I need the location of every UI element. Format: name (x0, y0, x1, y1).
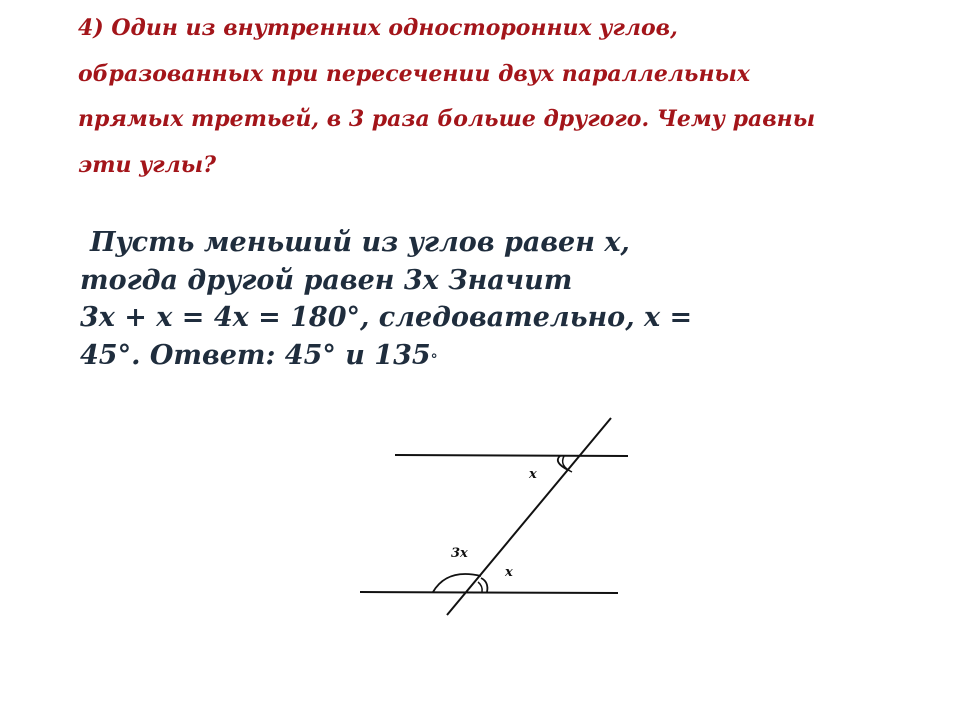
top-angle-arc-inner (563, 456, 572, 472)
top-angle-label: x (529, 467, 537, 482)
problem-line-1: 4) Один из внутренних односторонних углов, (78, 15, 678, 41)
solution-line-2: тогда другой равен 3х Значит (80, 264, 573, 296)
bottom-small-angle-label: x (505, 565, 513, 580)
problem-line-4: эти углы? (78, 151, 217, 178)
problem-statement (78, 6, 878, 188)
bottom-large-angle-label: 3x (451, 546, 468, 561)
solution-line-1: Пусть меньший из углов равен х, (90, 227, 630, 258)
bottom-small-angle-arc-inner (478, 582, 482, 592)
solution-line-3: 3х + х = 4х = 180°, следовательно, х = (80, 302, 693, 333)
parallel-lines-diagram (355, 410, 635, 630)
solution-text (80, 224, 780, 379)
problem-line-2: образованных при пересечении двух параллельных (78, 60, 750, 87)
transversal-line (447, 418, 611, 615)
solution-line-4 (80, 337, 780, 380)
solution-line-4-text: 45°. Ответ: 45° и 135 (80, 339, 431, 371)
lower-parallel-line (360, 592, 618, 593)
problem-line-3: прямых третьей, в 3 раза больше другого. Чему равны (78, 106, 816, 132)
degree-sign: ° (430, 351, 438, 368)
upper-parallel-line (395, 455, 628, 456)
